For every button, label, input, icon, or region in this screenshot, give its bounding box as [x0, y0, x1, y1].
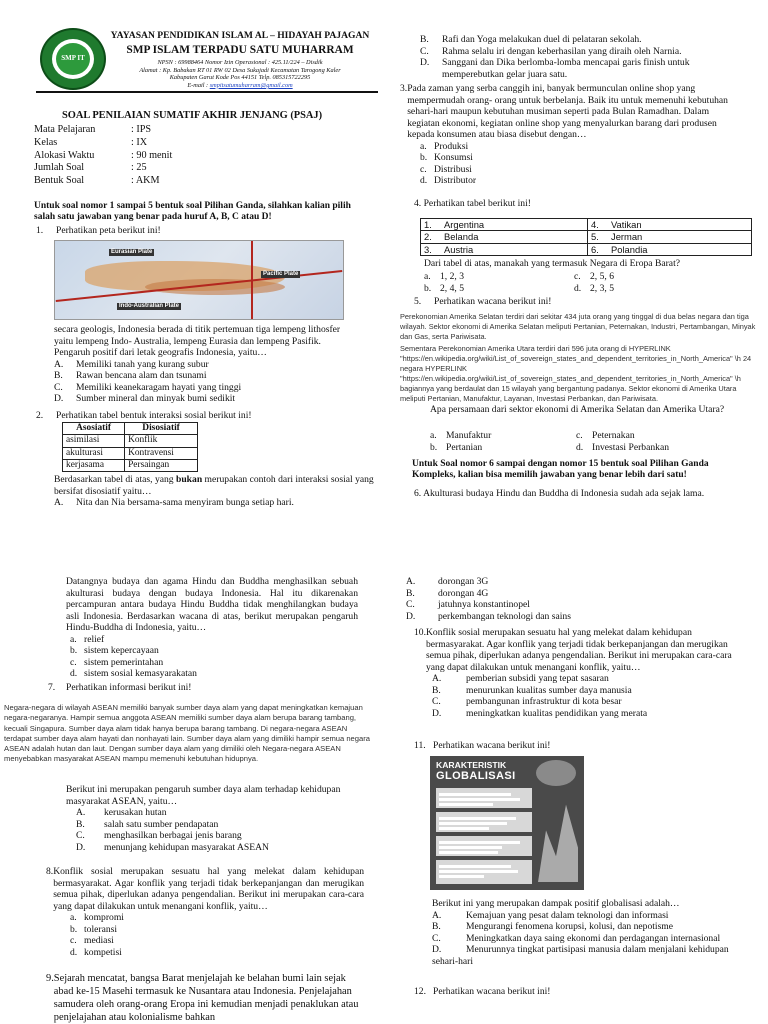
field-value: : IX [131, 136, 148, 148]
table-row: 1. Argentina 4. Vatikan [421, 219, 752, 231]
option[interactable]: C. pembangunan infrastruktur di kota besar [432, 696, 622, 707]
option[interactable]: d. Investasi Perbankan [576, 441, 669, 453]
option[interactable]: c. Distribusi [420, 163, 472, 175]
excerpt-paragraph: Sementara Perekonomian Amerika Utara terdiri dari 596 juta orang di HYPERLINK "https://en.wikipedia.org/wiki/List_of_sovereign_states_and_dependent_territories_in_North_America" \h 24 negara HYPERLINK "https://en.wikipedia.org/wiki/List_of_sovereign_states_and_dependent_territories_in_North_America" \h bagiannya yang berdaulat dan 15 wilayah yang bergantung padanya. Sektor ekonomi di Amerika Utara meliputi Pertanian, Manufaktur, Layanan, Investasi Perbankan, dan Pariwisata. [400, 343, 752, 403]
option[interactable]: a. Produksi [420, 140, 469, 152]
table-row: 3. Austria 6. Polandia [421, 243, 752, 255]
q10 [414, 627, 750, 719]
option[interactable]: C. Memiliki keanekaragam hayati yang tinggi [54, 381, 242, 393]
field-value: : 25 [131, 162, 147, 174]
q5 [414, 296, 754, 308]
option[interactable]: A. Memiliki tanah yang kurang subur [54, 358, 209, 370]
q7-excerpt: Negara-negara di wilayah ASEAN memiliki banyak sumber daya alam yang dapat meningkatkan kemajuan negara-negaranya. Hampir semua anggota ASEAN memiliki sumber daya alam berupa barang tambang, kecuali Singapura. Sumber daya alam tidak hanya berupa barang tambang. Di negara-negara ASEAN terdapat sumber daya alam hayati dan nonhayati lain. Sumber daya alam yang dimiliki hampir semua negara ASEAN adalah hutan dan laut. Dengan sumber daya alam yang dimiliki oleh Negara-negara ASEAN menyebabkan masyarakat ASEAN mampu memenuhi kebutuhan hidupnya. [4, 703, 370, 764]
excerpt-paragraph: Perekonomian Amerika Selatan terdiri dari sekitar 434 juta orang yang tinggal di dua belas negara dan tiga wilayah. Sektor ekonomi di Amerika Selatan meliputi Pertanian, Peternakan, Industri, Pertambangan, Minyak dan Gas, serta Pariwisata. [400, 312, 756, 341]
q3 [400, 83, 740, 187]
email-label: E-mail : [187, 81, 210, 89]
infographic-title-2: GLOBALISASI [436, 770, 516, 782]
option[interactable]: B. salah satu sumber pendapatan [76, 818, 219, 830]
q9 [46, 972, 364, 1024]
country-table [420, 218, 752, 256]
option[interactable]: D. Sumber mineral dan minyak bumi sedikit [54, 393, 236, 404]
globalization-infographic [430, 756, 584, 890]
table-row: asimilasi Konflik [63, 435, 198, 447]
option[interactable]: C. Rahma selalu iri dengan keberhasilan yang diraih oleh Narnia. [420, 45, 682, 57]
q-text: Konflik sosial merupakan sesuatu hal yang melekat dalam kehidupan bermasyarakat. Agar konflik yang terjadi tidak berkepanjangan dan merugikan semua pihak, diperlukan adanya pengendalian. Berikut ini merupakan cara-cara yang dapat dilakukan untuk menangani konflik, yaitu… [53, 866, 364, 912]
q7-body [66, 784, 366, 853]
q-number: 12. [414, 986, 426, 997]
option[interactable]: D. Menurunnya tingkat partisipasi manusia dalam menjalani kehidupan sehari-hari [432, 944, 729, 967]
option[interactable]: B. Mengurangi fenomena korupsi, kolusi, dan nepotisme [432, 921, 674, 932]
option[interactable]: D. menunjang kehidupan masyarakat ASEAN [76, 841, 269, 853]
option[interactable]: A. pemberian subsidi yang tepat sasaran [432, 673, 609, 684]
npsn: NPSN : 69988464 Nomor Izin Operasional : 425.11/224 – Disdik [157, 59, 323, 67]
q6-text: 6. Akulturasi budaya Hindu dan Buddha di Indonesia sudah ada sejak lama. [414, 488, 705, 499]
q-number: 5. [414, 296, 422, 307]
option[interactable]: c. mediasi [70, 935, 114, 946]
q4-text: 4. Perhatikan tabel berikut ini! [414, 198, 531, 209]
q5-question: Apa persamaan dari sektor ekonomi di Amerika Selatan dan Amerika Utara? [430, 404, 725, 415]
option[interactable]: A. kerusakan hutan [76, 807, 167, 818]
q-text: Perhatikan peta berikut ini! [56, 225, 161, 236]
instruction-1: Untuk soal nomor 1 sampai 5 bentuk soal Pilihan Ganda, silahkan kalian pilih salah satu jawaban yang benar pada huruf A, B, C atau D! [34, 201, 351, 223]
q12 [414, 986, 750, 998]
q-text: Perhatikan tabel bentuk interaksi sosial berikut ini! [56, 410, 252, 421]
q-number: 10. [414, 627, 426, 638]
q11 [414, 740, 750, 752]
option[interactable]: d. kompetisi [70, 946, 122, 958]
option[interactable]: d. sistem sosial kemasyarakatan [70, 668, 197, 679]
q-number: 7. [48, 682, 56, 693]
q-number: 3. [400, 83, 408, 94]
option[interactable]: a. kompromi [70, 912, 124, 923]
option[interactable]: b. Konsumsi [420, 152, 473, 163]
exam-title: SOAL PENILAIAN SUMATIF AKHIR JENJANG (PSAJ) [62, 110, 323, 121]
option[interactable]: B. dorongan 4G [406, 587, 489, 599]
option[interactable]: c. sistem pemerintahan [70, 656, 164, 668]
table-row: akulturasi Kontravensi [63, 447, 198, 459]
school-header [108, 30, 372, 89]
q-question: Berikut ini merupakan pengaruh sumber daya alam terhadap kehidupan masyarakat ASEAN, yaitu… [66, 784, 341, 807]
q2 [34, 410, 379, 422]
field-label: Bentuk Soal [34, 175, 85, 187]
option[interactable]: d. Distributor [420, 175, 477, 186]
option[interactable]: A. Nita dan Nia bersama-sama menyiram bunga setiap hari. [54, 497, 294, 508]
option[interactable]: b. Pertanian [430, 441, 483, 453]
table-header: Disosiatif [125, 423, 198, 435]
option[interactable]: c. 2, 5, 6 [574, 271, 614, 282]
q5-options [430, 430, 750, 453]
table-row: 2. Belanda 5. Jerman [421, 231, 752, 243]
option[interactable]: D. meningkatkan kualitas pendidikan yang merata [432, 707, 648, 719]
field-label: Jumlah Soal [34, 162, 85, 174]
tectonic-map-image [54, 240, 344, 320]
q11-body [432, 898, 752, 967]
address2: Kabupaten Garut Kode Pos 44151 Telp. 085315722295 [169, 74, 311, 82]
option[interactable]: c. Peternakan [576, 430, 635, 441]
q-text: Konflik sosial merupakan sesuatu hal yang melekat dalam kehidupan bermasyarakat. Agar konflik yang terjadi tidak berkepanjangan dan merugikan semua pihak, diperlukan adanya pengendalian. Berikut ini merupakan cara-cara yang dapat dilakukan untuk menangani konflik, yaitu… [426, 627, 732, 673]
interaction-table [62, 422, 198, 472]
q-text: Perhatikan wacana berikut ini! [433, 986, 551, 997]
q2-body [54, 474, 374, 509]
option[interactable]: B. Rawan bencana alam dan tsunami [54, 370, 207, 381]
q-text: Perhatikan informasi berikut ini! [66, 682, 192, 693]
school-name: SMP ISLAM TERPADU SATU MUHARRAM [126, 43, 354, 56]
option[interactable]: A. dorongan 3G [406, 576, 489, 587]
q1-body [54, 324, 354, 405]
email-line [108, 82, 372, 90]
instruction-2: Untuk Soal nomor 6 sampai dengan nomor 15 bentuk soal Pilihan Ganda Kompleks, kalian bisa memilih jawaban yang benar lebih dari satu! [412, 459, 709, 481]
q-text: Perhatikan wacana berikut ini! [434, 296, 552, 307]
q-number: 9. [46, 973, 54, 984]
map-label-eurasian: Eurasian Plate [111, 249, 153, 255]
q-number: 8. [46, 866, 54, 877]
exam-fields [34, 124, 172, 188]
email-link[interactable]: smpitsatumuharram@gmail.com [209, 81, 293, 89]
q-body: secara geologis, Indonesia berada di titik pertemuan tiga lempeng lithosfer yaitu lempeng Indo- Australia, lempeng Eurasia dan lempeng Pasifik. Pengaruh positif dari letak geografis Indonesia, yaitu… [54, 324, 341, 358]
option[interactable]: A. Kemajuan yang pesat dalam teknologi dan informasi [432, 909, 669, 921]
q-number: 1. [36, 225, 44, 236]
option[interactable]: C. Meningkatkan daya saing ekonomi dan perdagangan internasional [432, 932, 721, 944]
option[interactable]: B. menurunkan kualitas sumber daya manusia [432, 684, 632, 696]
option[interactable]: C. menghasilkan berbagai jenis barang [76, 830, 242, 841]
header-divider [36, 91, 378, 93]
q-text: Sejarah mencatat, bangsa Barat menjelajah ke belahan bumi lain sejak abad ke-15 Masehi termasuk ke Nusantara atau Indonesia. Penjelajahan samudera oleh orang-orang Eropa ini kemudian menjadi penaklukan atau penjelajahan atau kolonialisme bahkan [53, 973, 359, 1023]
address: Alamat : Kp. Babakan RT 01 RW 02 Desa Sukajadi Kecamatan Tarogong Kaler [139, 66, 341, 74]
q4-options [424, 271, 754, 294]
q-body: Berdasarkan tabel di atas, yang bukan merupakan contoh dari interaksi sosial yang bersifat disosiatif yaitu… [54, 474, 374, 497]
option[interactable]: a. relief [70, 633, 105, 645]
map-label-indo-australian: Indo-Australian Plate [119, 303, 180, 309]
q-number: 11. [414, 740, 426, 751]
map-label-pacific: Pacific Plate [263, 271, 299, 277]
option[interactable]: B. Rafi dan Yoga melakukan duel di pelataran sekolah. [420, 34, 642, 45]
table-header: Asosiatif [63, 423, 125, 435]
q-text: Pada zaman yang serba canggih ini, banyak bermunculan online shop yang mempermudah orang- orang untuk berbelanja. Baik itu untuk memenuhi kebutuhan sehari-hari maupun kebutuhan musiman seperti pada Bulan Ramadhan. Dalam kegiatan ekonomi, kegiatan online shop yang menyalurkan barang dari produsen kepada konsumen atau biasa disebut dengan… [407, 83, 728, 140]
q8 [46, 866, 364, 958]
q4-question: Dari tabel di atas, manakah yang termasuk Negara di Eropa Barat? [424, 258, 680, 269]
q-text: Perhatikan wacana berikut ini! [433, 740, 551, 751]
org-name: YAYASAN PENDIDIKAN ISLAM AL – HIDAYAH PAJAGAN [110, 30, 370, 41]
q9-options [406, 576, 736, 622]
q-number: 2. [36, 410, 44, 421]
option[interactable]: b. 2, 4, 5 [424, 282, 464, 294]
option[interactable]: b. sistem kepercayaan [70, 645, 159, 656]
q-question: Berikut ini yang merupakan dampak positif globalisasi adalah… [432, 898, 680, 909]
q5-excerpt [400, 312, 762, 404]
logo-text: SMP IT [61, 54, 85, 62]
q-body: Datangnya budaya dan agama Hindu dan Buddha menghasilkan sebuah akulturasi budaya dengan budaya Indonesia. Hal itu dikarenakan percampuran antara budaya Hindu Buddha tidak menghilangkan budaya asli Indonesia. Berdasarkan wacana di atas, berikut merupakan pengaruh Hindu-Buddha di Indonesia, yaitu… [66, 576, 358, 633]
option[interactable]: b. toleransi [70, 923, 118, 935]
school-logo [40, 28, 106, 90]
q2-continued [420, 34, 730, 80]
option[interactable]: C. jatuhnya konstantinopel [406, 599, 530, 610]
option[interactable]: D. perkembangan teknologi dan sains [406, 610, 571, 622]
field-value: : IPS [131, 124, 152, 135]
q7 [48, 682, 368, 694]
field-label: Alokasi Waktu [34, 149, 95, 161]
option[interactable]: D. Sanggani dan Dika berlomba-lomba mencapai garis finish untuk memperebutkan gelar juara satu. [420, 57, 690, 80]
field-label: Kelas [34, 136, 58, 148]
field-value: : AKM [131, 175, 160, 187]
option[interactable]: d. 2, 3, 5 [574, 282, 614, 294]
field-label: Mata Pelajaran [34, 124, 96, 135]
field-value: : 90 menit [131, 149, 173, 161]
q1 [34, 225, 379, 237]
infographic-title-1: KARAKTERISTIK [436, 760, 507, 770]
q6-body [66, 576, 358, 680]
option[interactable]: a. 1, 2, 3 [424, 271, 464, 282]
table-row: kerjasama Persaingan [63, 459, 198, 471]
option[interactable]: a. Manufaktur [430, 430, 492, 441]
